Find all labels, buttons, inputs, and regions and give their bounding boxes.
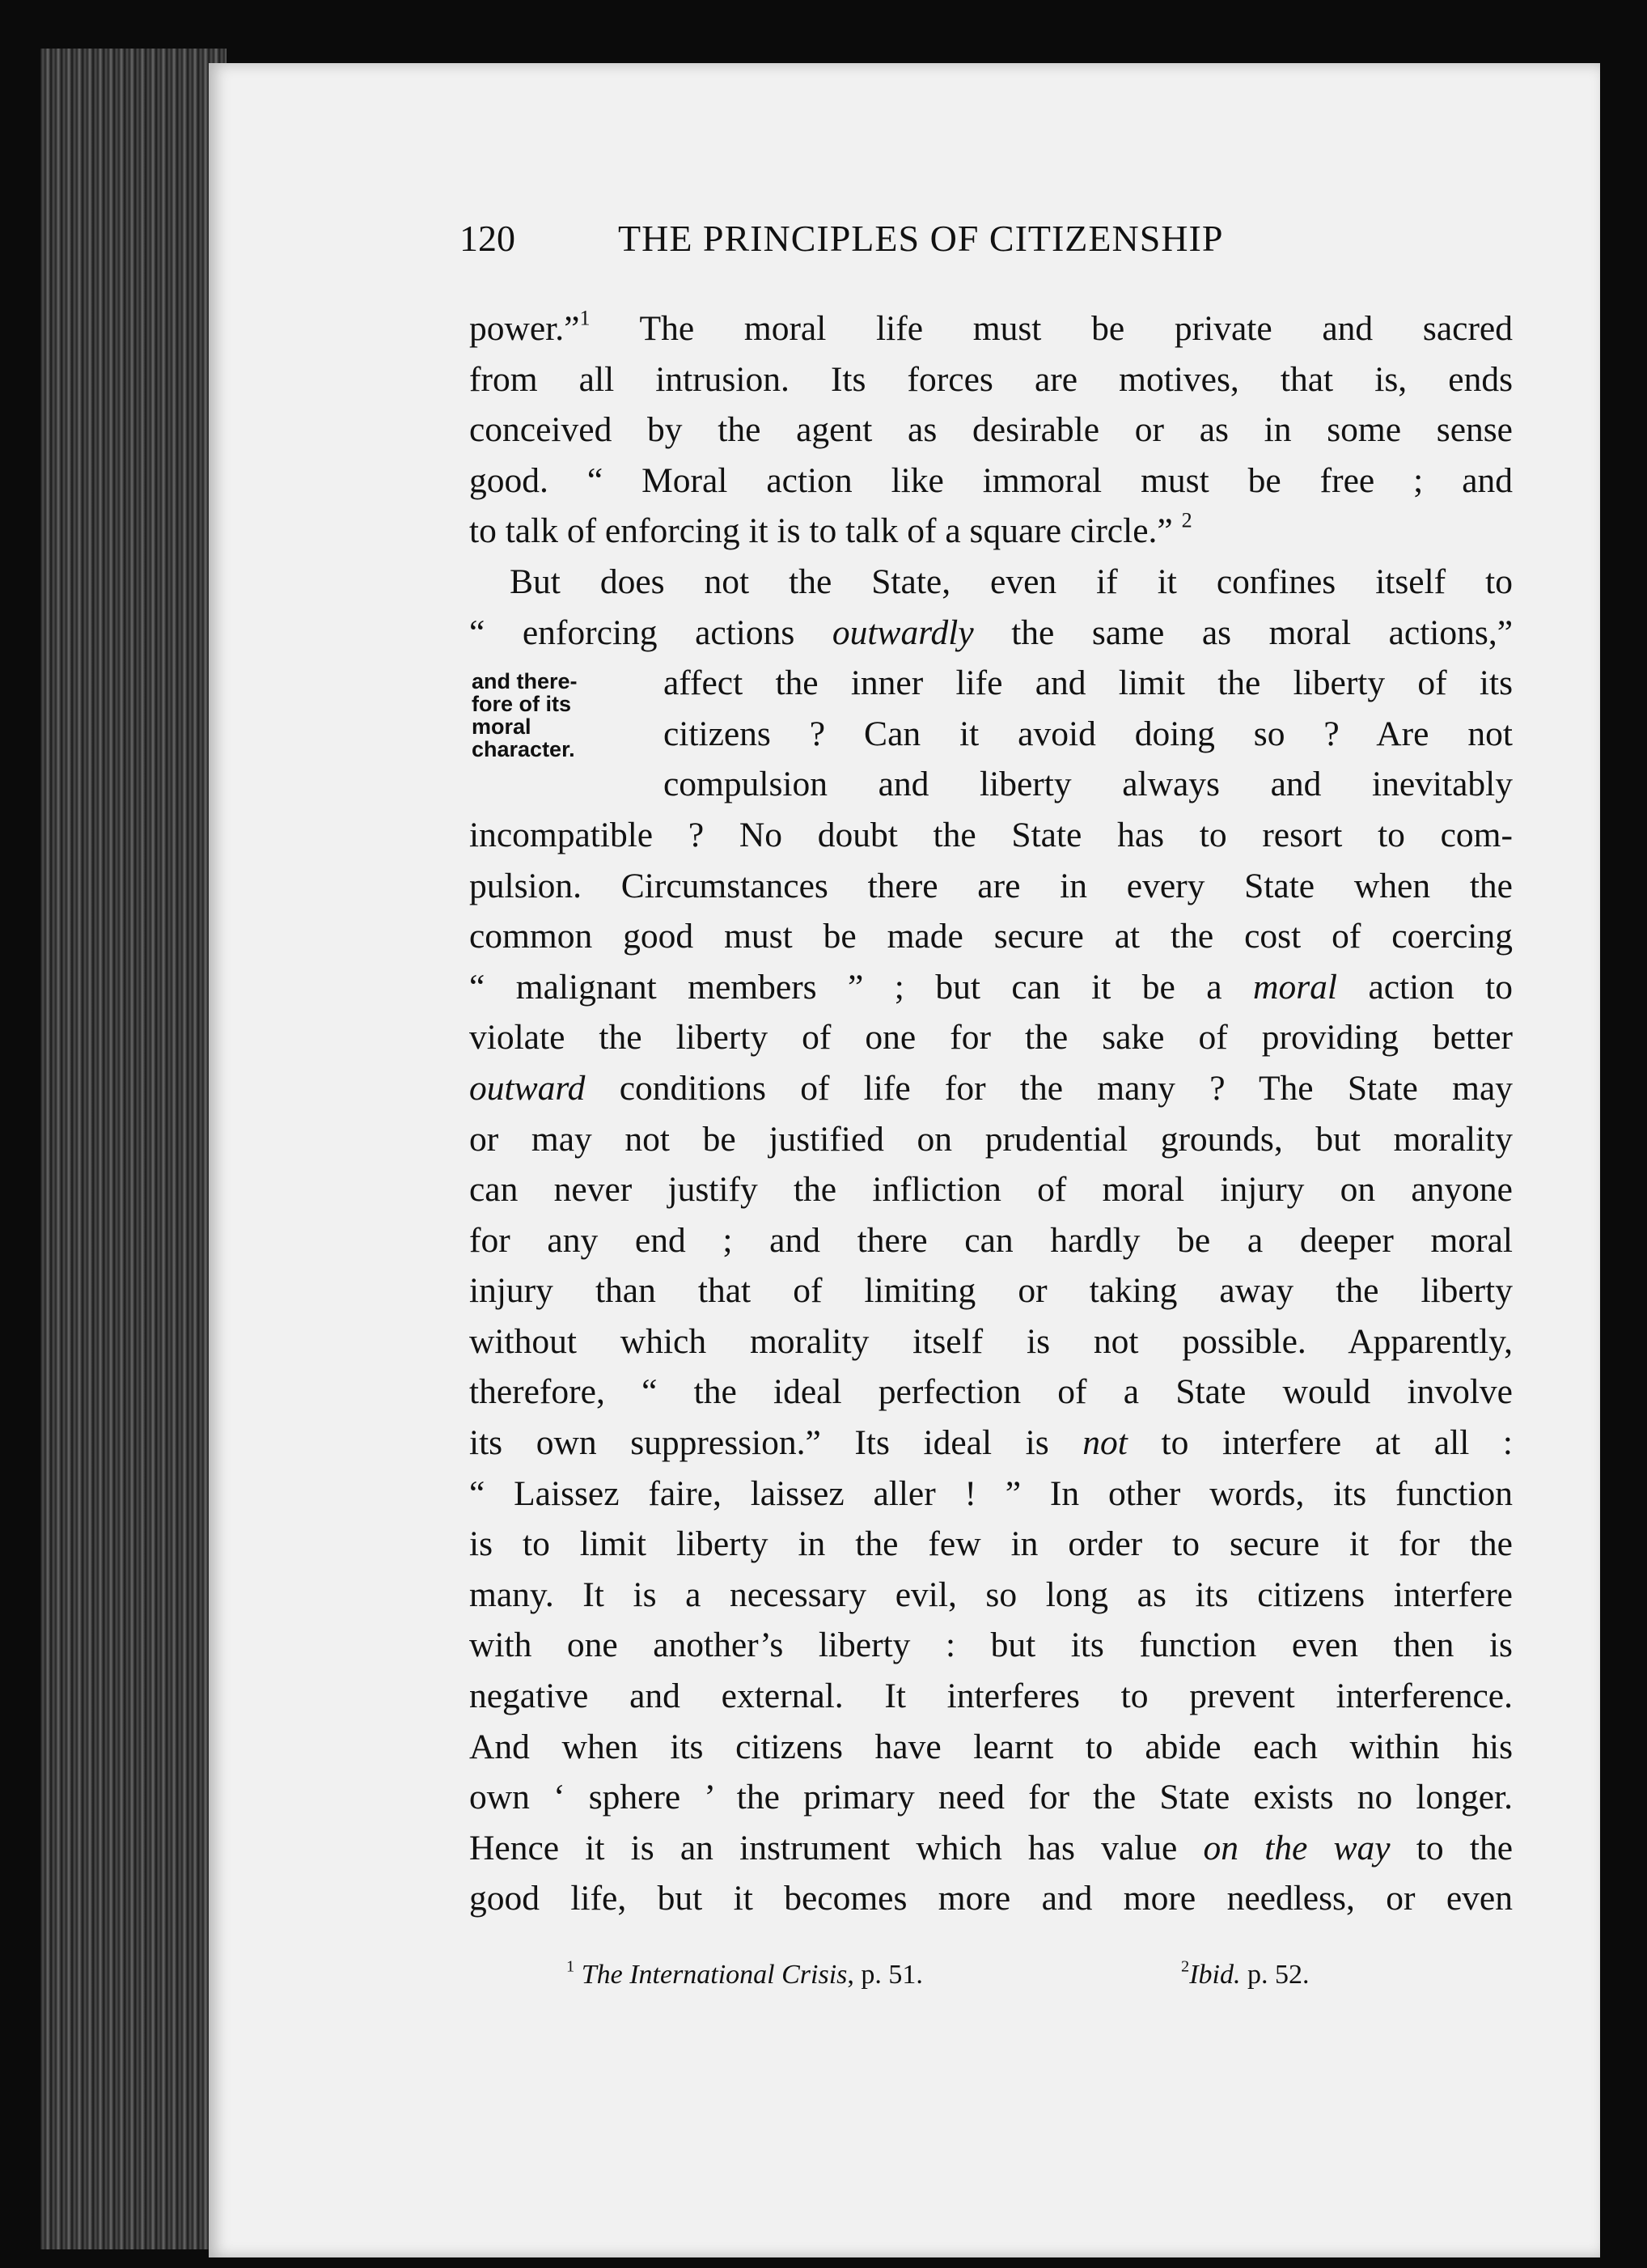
margin-note-line: character. (472, 737, 575, 761)
text-line: can never justify the infliction of moral injury on anyone (469, 1170, 1513, 1210)
text-line: its own suppression.” Its ideal is not to interfere at all : (469, 1423, 1514, 1463)
footnote-1: $^1$ The International Crisis, p. 51. (566, 1957, 923, 1990)
text-line: And when its citizens have learnt to abide each within his (469, 1727, 1513, 1766)
margin-note-line: fore of its (472, 692, 572, 716)
text-line: citizens ? Can it avoid doing so ? Are not (663, 714, 1513, 753)
footnote-ref-2: 2 (1181, 509, 1192, 533)
text-line: injury than that of limiting or taking away the liberty (469, 1271, 1513, 1311)
text-line: “ Laissez faire, laissez aller ! ” In other words, its function (469, 1473, 1513, 1513)
body-text (469, 303, 1513, 1924)
text-line: affect the inner life and limit the liberty of its (663, 663, 1513, 703)
text-line: good. “ Moral action like immoral must be free ; and (469, 460, 1513, 500)
book-page-edges (40, 49, 227, 2249)
text-line: compulsion and liberty always and inevitably (663, 765, 1513, 804)
footnote-ref-1: 1 (579, 306, 591, 330)
footnotes (566, 1957, 1424, 2000)
text-line: negative and external. It interferes to prevent interference. (469, 1677, 1513, 1716)
text-line: for any end ; and there can hardly be a deeper moral (469, 1220, 1513, 1260)
text-line: own ‘ sphere ’ the primary need for the State exists no longer. (469, 1778, 1513, 1817)
text-line: therefore, “ the ideal perfection of a State would involve (469, 1372, 1513, 1412)
text-line: “ malignant members ” ; but can it be a moral action to (469, 967, 1514, 1007)
text-line: violate the liberty of one for the sake of providing better (469, 1018, 1513, 1058)
text-line: power.”$^1$ The moral life must be private and sacred (469, 306, 1513, 348)
page-header (459, 217, 1357, 273)
paragraph-2 (469, 557, 1513, 1924)
text-line: without which morality itself is not possible. Apparently, (469, 1321, 1513, 1361)
text-line: with one another’s liberty : but its function even then is (469, 1626, 1513, 1665)
text-line: common good must be made secure at the cost of coercing (469, 917, 1513, 956)
running-head: THE PRINCIPLES OF CITIZENSHIP (618, 218, 1224, 259)
paragraph-1 (469, 303, 1513, 557)
text-line: Hence it is an instrument which has value on the way to the (469, 1828, 1514, 1867)
text-line: But does not the State, even if it confines itself to (510, 562, 1513, 601)
text-line: to talk of enforcing it is to talk of a square circle.” $^2$ (469, 509, 1192, 551)
text-line: is to limit liberty in the few in order to secure it for the (469, 1524, 1513, 1564)
margin-note-line: moral (472, 714, 531, 739)
text-line: outward conditions of life for the many ? The State may (469, 1068, 1513, 1108)
text-line: many. It is a necessary evil, so long as its citizens interfere (469, 1575, 1513, 1614)
text-line: pulsion. Circumstances there are in every State when the (469, 866, 1513, 905)
text-line: from all intrusion. Its forces are motives, that is, ends (469, 359, 1513, 399)
text-line: conceived by the agent as desirable or as in some sense (469, 410, 1513, 450)
margin-note-line: and there- (472, 669, 578, 693)
text-line: incompatible ? No doubt the State has to resort to com- (469, 815, 1513, 854)
text-line: “ enforcing actions outwardly the same as moral actions,” (469, 613, 1514, 652)
footnote-2: $^2$Ibid. p. 52. (1181, 1957, 1310, 1990)
page-number: 120 (459, 218, 515, 259)
text-line: or may not be justified on prudential grounds, but morality (469, 1119, 1513, 1159)
text-line: good life, but it becomes more and more needless, or even (469, 1879, 1513, 1918)
